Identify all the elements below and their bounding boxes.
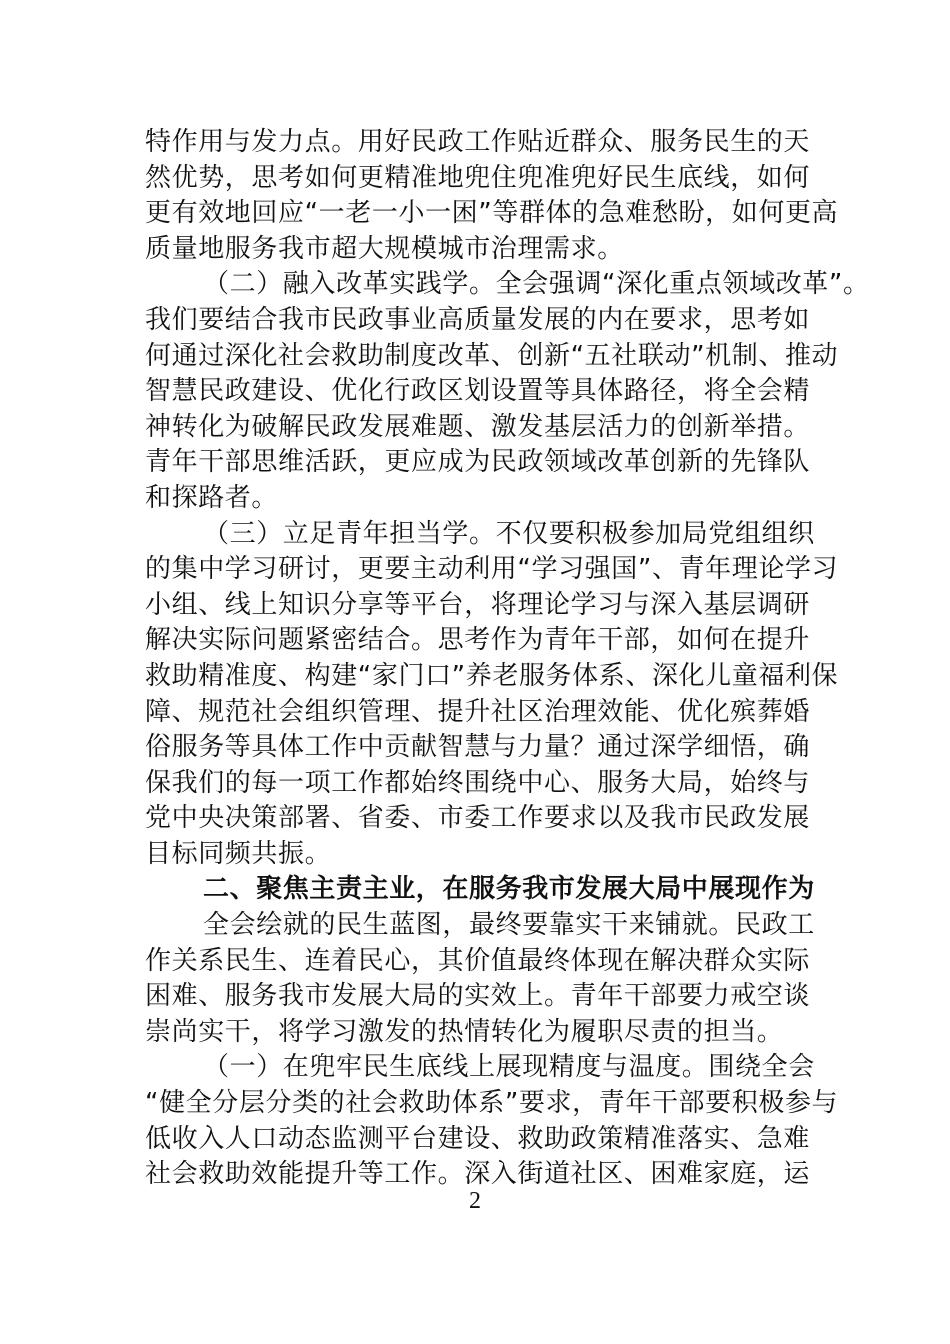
text-line: 质量地服务我市超大规模城市治理需求。 xyxy=(145,233,624,264)
text-line: 更有效地回应“一老一小一困”等群体的急难愁盼，如何更高 xyxy=(145,198,839,229)
text-line: 障、规范社会组织管理、提升社区治理效能、优化殡葬婚 xyxy=(145,696,811,727)
section-heading: 二、聚焦主责主业，在服务我市发展大局中展现作为 xyxy=(203,874,815,905)
document-body xyxy=(145,125,870,1193)
text-line: 神转化为破解民政发展难题、激发基层活力的创新举措。 xyxy=(145,411,811,442)
text-line: 作关系民生、连着民心，其价值最终体现在解决群众实际 xyxy=(145,945,811,976)
text-line: 社会救助效能提升等工作。深入街道社区、困难家庭，运 xyxy=(145,1159,811,1190)
text-line: 全会绘就的民生蓝图，最终要靠实干来铺就。民政工 xyxy=(203,910,815,941)
text-line: 俗服务等具体工作中贡献智慧与力量？通过深学细悟，确 xyxy=(145,732,811,763)
text-line: 困难、服务我市发展大局的实效上。青年干部要力戒空谈 xyxy=(145,981,811,1012)
text-line: 目标同频共振。 xyxy=(145,838,332,869)
text-line: 保我们的每一项工作都始终围绕中心、服务大局，始终与 xyxy=(145,767,811,798)
text-line: 党中央决策部署、省委、市委工作要求以及我市民政发展 xyxy=(145,803,811,834)
text-line: 和探路者。 xyxy=(145,482,279,513)
subsection-heading-line: （一）在兜牢民生底线上展现精度与温度。围绕全会 xyxy=(203,1052,815,1083)
text-line: 智慧民政建设、优化行政区划设置等具体路径，将全会精 xyxy=(145,376,811,407)
page-number: 2 xyxy=(469,1188,481,1214)
text-line: 解决实际问题紧密结合。思考作为青年干部，如何在提升 xyxy=(145,625,811,656)
text-line: 的集中学习研讨，更要主动利用“学习强国”、青年理论学习 xyxy=(145,554,839,585)
text-line: 青年干部思维活跃，更应成为民政领域改革创新的先锋队 xyxy=(145,447,811,478)
text-line: 救助精准度、构建“家门口”养老服务体系、深化儿童福利保 xyxy=(145,660,839,691)
text-line: 小组、线上知识分享等平台，将理论学习与深入基层调研 xyxy=(145,589,811,620)
text-line: 何通过深化社会救助制度改革、创新“五社联动”机制、推动 xyxy=(145,340,839,371)
text-line: “健全分层分类的社会救助体系”要求，青年干部要积极参与 xyxy=(145,1088,839,1119)
text-line: 然优势，思考如何更精准地兜住兜准兜好民生底线，如何 xyxy=(145,162,811,193)
text-line: 崇尚实干，将学习激发的热情转化为履职尽责的担当。 xyxy=(145,1016,784,1047)
subsection-heading-line: （二）融入改革实践学。全会强调“深化重点领域改革”。 xyxy=(203,269,870,300)
text-line: 我们要结合我市民政事业高质量发展的内在要求，思考如 xyxy=(145,304,811,335)
text-line: 特作用与发力点。用好民政工作贴近群众、服务民生的天 xyxy=(145,127,811,157)
subsection-heading-line: （三）立足青年担当学。不仅要积极参加局党组组织 xyxy=(203,518,815,549)
text-line: 低收入人口动态监测平台建设、救助政策精准落实、急难 xyxy=(145,1123,811,1154)
